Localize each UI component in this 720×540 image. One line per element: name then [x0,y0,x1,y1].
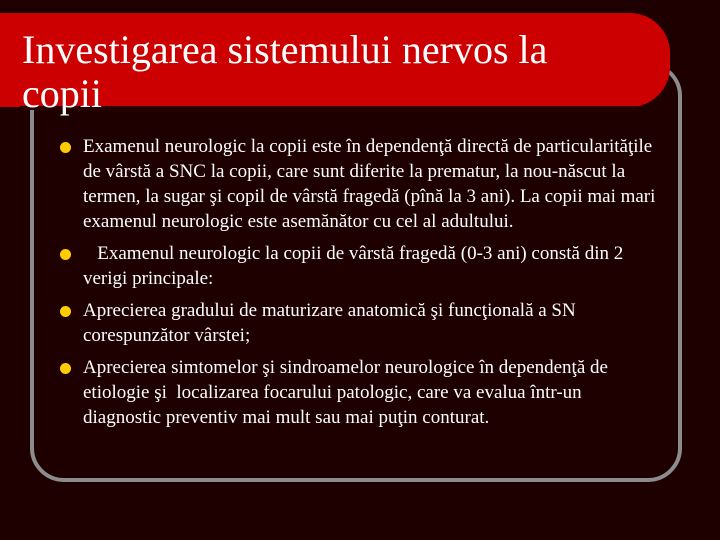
bullet-text: Examenul neurologic la copii de vârstă fragedă (0-3 ani) constă din 2 verigi principale: [83,243,628,289]
bullet-item [60,298,660,348]
bullet-text: Examenul neurologic la copii este în dependenţă directă de particularităţile de vârstă a SNC la copii, care sunt diferite la prematur, la nou-născut la termen, la sugar şi copil de vârstă fragedă (pînă la 3 ani). La copii mai mari examenul neurologic este asemănător cu cel al adultului. [83,136,661,232]
bullet-list [60,134,660,437]
bullet-text: Aprecierea simtomelor şi sindroamelor neurologice în dependenţă de etiologie şi localizarea focarului patologic, care va evalua într-un diagnostic preventiv mai mult sau mai puţin conturat. [83,357,613,428]
bullet-dot-icon [60,363,71,374]
bullet-text: Aprecierea gradului de maturizare anatomică şi funcţională a SN corespunzător vârstei; [83,300,581,346]
bullet-dot-icon [60,249,71,260]
bullet-dot-icon [60,142,71,153]
bullet-item [60,355,660,430]
bullet-dot-icon [60,306,71,317]
bullet-item [60,241,660,291]
bullet-item [60,134,660,234]
slide-title: Investigarea sistemului nervos la copii [22,27,548,116]
